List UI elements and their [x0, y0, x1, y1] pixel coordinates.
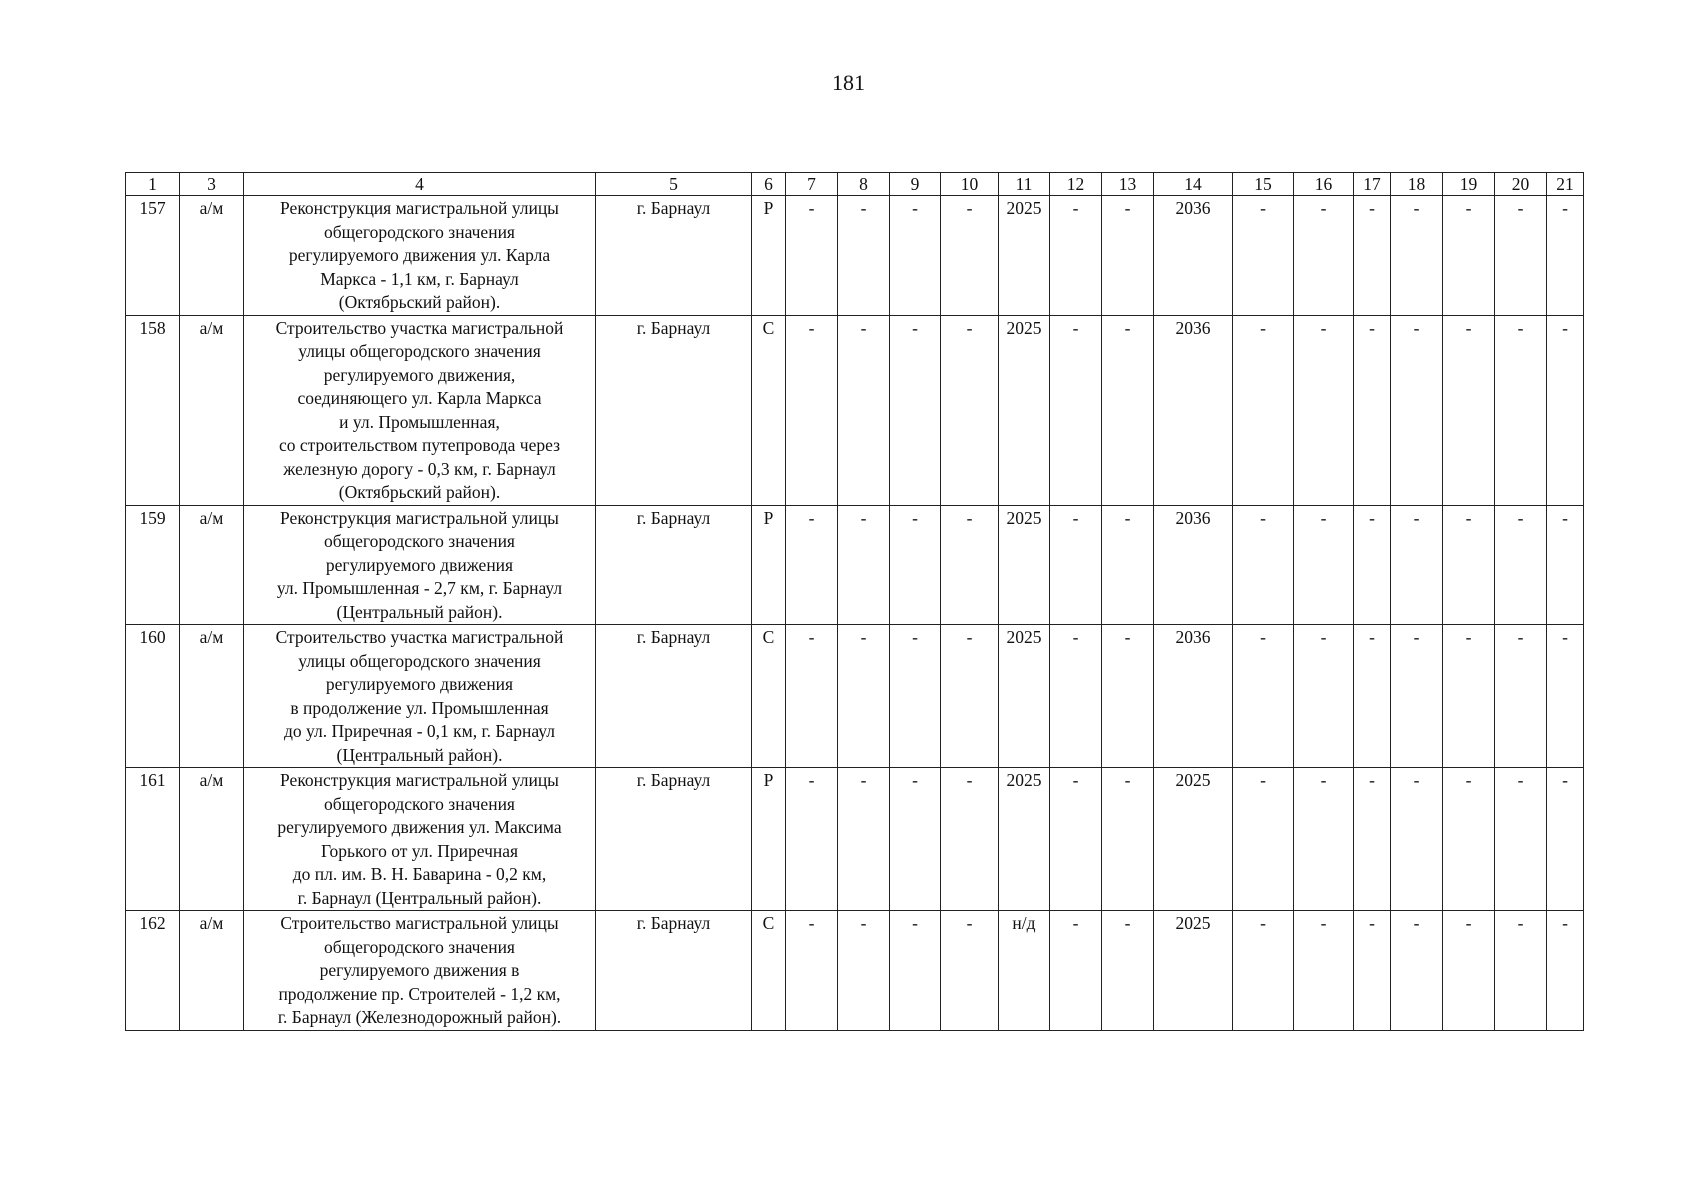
table-cell: -	[1354, 505, 1391, 625]
table-cell: -	[1233, 315, 1294, 505]
table-cell: -	[1443, 505, 1495, 625]
table-cell: г. Барнаул	[596, 196, 752, 316]
table-cell: -	[1294, 768, 1354, 911]
table-cell: -	[941, 911, 999, 1031]
table-cell: 160	[126, 625, 180, 768]
table-cell: -	[941, 196, 999, 316]
table-cell: г. Барнаул	[596, 911, 752, 1031]
table-cell: -	[1495, 505, 1547, 625]
table-cell: -	[838, 505, 890, 625]
table-row	[126, 196, 1584, 316]
data-table	[125, 172, 1584, 1031]
table-cell: 2025	[1154, 768, 1233, 911]
table-cell: -	[1391, 911, 1443, 1031]
table-cell: а/м	[180, 911, 244, 1031]
table-cell: 162	[126, 911, 180, 1031]
column-header: 17	[1354, 173, 1391, 196]
table-cell: -	[1294, 625, 1354, 768]
column-header: 18	[1391, 173, 1443, 196]
table-row	[126, 315, 1584, 505]
table-cell: -	[786, 505, 838, 625]
table-cell: Р	[752, 768, 786, 911]
table-cell: г. Барнаул	[596, 505, 752, 625]
table-cell: -	[1294, 911, 1354, 1031]
table-cell: г. Барнаул	[596, 768, 752, 911]
table-cell: 2036	[1154, 315, 1233, 505]
table-cell: 2025	[999, 196, 1050, 316]
table-cell: Строительство участка магистральной улицы общегородского значения регулируемого движения, соединяющего ул. Карла Маркса и ул. Промышленная, со строительством путепровода через железную дорогу - 0,3 км, г. Барнаул (Октябрьский район).	[244, 315, 596, 505]
column-header: 13	[1102, 173, 1154, 196]
table-cell: -	[1354, 768, 1391, 911]
table-cell: -	[838, 625, 890, 768]
table-cell: 2025	[1154, 911, 1233, 1031]
table-cell: -	[1547, 196, 1584, 316]
table-cell: -	[890, 625, 941, 768]
table-cell: -	[1547, 911, 1584, 1031]
table-cell: -	[1102, 911, 1154, 1031]
table-cell: 159	[126, 505, 180, 625]
table-cell: -	[1391, 625, 1443, 768]
column-header: 14	[1154, 173, 1233, 196]
table-cell: -	[890, 315, 941, 505]
table-cell: С	[752, 315, 786, 505]
table-cell: 2025	[999, 315, 1050, 505]
table-cell: -	[1050, 625, 1102, 768]
header-row	[126, 173, 1584, 196]
table-cell: -	[890, 911, 941, 1031]
column-header: 19	[1443, 173, 1495, 196]
table-cell: -	[1233, 911, 1294, 1031]
table-cell: -	[941, 315, 999, 505]
table-cell: -	[1102, 315, 1154, 505]
table-cell: -	[1102, 505, 1154, 625]
table-cell: -	[1443, 768, 1495, 911]
table-cell: Строительство участка магистральной улицы общегородского значения регулируемого движения в продолжение ул. Промышленная до ул. Приречная - 0,1 км, г. Барнаул (Центральный район).	[244, 625, 596, 768]
table-cell: -	[838, 911, 890, 1031]
table-cell: -	[890, 505, 941, 625]
column-header: 9	[890, 173, 941, 196]
table-cell: 2036	[1154, 505, 1233, 625]
column-header: 4	[244, 173, 596, 196]
table-cell: -	[1354, 315, 1391, 505]
table-cell: а/м	[180, 768, 244, 911]
column-header: 12	[1050, 173, 1102, 196]
table-cell: -	[1102, 625, 1154, 768]
table-cell: а/м	[180, 315, 244, 505]
table-cell: 2036	[1154, 625, 1233, 768]
table-cell: 161	[126, 768, 180, 911]
table-cell: Р	[752, 505, 786, 625]
table-cell: а/м	[180, 625, 244, 768]
table-cell: -	[1102, 768, 1154, 911]
table-cell: -	[1233, 196, 1294, 316]
table-cell: 158	[126, 315, 180, 505]
table-cell: -	[786, 768, 838, 911]
table-cell: -	[1391, 196, 1443, 316]
table-cell: 2025	[999, 768, 1050, 911]
column-header: 11	[999, 173, 1050, 196]
table-cell: -	[786, 625, 838, 768]
table-cell: -	[1547, 768, 1584, 911]
table-row	[126, 768, 1584, 911]
table-cell: Реконструкция магистральной улицы общегородского значения регулируемого движения ул. Промышленная - 2,7 км, г. Барнаул (Центральный район).	[244, 505, 596, 625]
table-cell: -	[1495, 196, 1547, 316]
table-cell: -	[838, 196, 890, 316]
table-cell: -	[941, 768, 999, 911]
table-cell: а/м	[180, 505, 244, 625]
table-cell: -	[1294, 315, 1354, 505]
table-cell: 2025	[999, 625, 1050, 768]
table-cell: -	[1443, 196, 1495, 316]
table-cell: -	[1354, 911, 1391, 1031]
table-cell: -	[1294, 505, 1354, 625]
table-cell: -	[1233, 505, 1294, 625]
table-cell: а/м	[180, 196, 244, 316]
table-cell: -	[1233, 625, 1294, 768]
table-cell: -	[1391, 315, 1443, 505]
table-cell: 2036	[1154, 196, 1233, 316]
table-cell: 157	[126, 196, 180, 316]
table-cell: -	[1443, 625, 1495, 768]
table-cell: г. Барнаул	[596, 315, 752, 505]
table-cell: -	[890, 768, 941, 911]
table-cell: -	[941, 625, 999, 768]
table-cell: -	[1102, 196, 1154, 316]
page-number: 181	[832, 70, 865, 95]
table-cell: -	[1391, 505, 1443, 625]
table-cell: -	[1495, 768, 1547, 911]
table-cell: -	[1294, 196, 1354, 316]
table-cell: -	[838, 768, 890, 911]
column-header: 8	[838, 173, 890, 196]
table-cell: -	[941, 505, 999, 625]
table-cell: -	[786, 315, 838, 505]
column-header: 10	[941, 173, 999, 196]
table-cell: -	[1391, 768, 1443, 911]
table-cell: -	[1050, 315, 1102, 505]
table-cell: -	[1443, 911, 1495, 1031]
table-cell: -	[1547, 625, 1584, 768]
table-cell: -	[1495, 625, 1547, 768]
table-cell: С	[752, 911, 786, 1031]
column-header: 15	[1233, 173, 1294, 196]
table-cell: -	[1050, 196, 1102, 316]
column-header: 16	[1294, 173, 1354, 196]
table-cell: -	[1495, 315, 1547, 505]
table-cell: -	[1050, 911, 1102, 1031]
table-cell: Реконструкция магистральной улицы общегородского значения регулируемого движения ул. Карла Маркса - 1,1 км, г. Барнаул (Октябрьский район).	[244, 196, 596, 316]
table-cell: -	[786, 911, 838, 1031]
table-cell: -	[1547, 315, 1584, 505]
column-header: 1	[126, 173, 180, 196]
table-cell: -	[838, 315, 890, 505]
table-cell: -	[1354, 196, 1391, 316]
table-row	[126, 911, 1584, 1031]
table-cell: -	[1050, 768, 1102, 911]
column-header: 7	[786, 173, 838, 196]
column-header: 3	[180, 173, 244, 196]
table-cell: -	[1233, 768, 1294, 911]
table-cell: -	[890, 196, 941, 316]
table-cell: -	[1495, 911, 1547, 1031]
table-cell: -	[786, 196, 838, 316]
column-header: 5	[596, 173, 752, 196]
table-cell: С	[752, 625, 786, 768]
column-header: 6	[752, 173, 786, 196]
table-cell: Р	[752, 196, 786, 316]
table-cell: Строительство магистральной улицы общегородского значения регулируемого движения в продолжение пр. Строителей - 1,2 км, г. Барнаул (Железнодорожный район).	[244, 911, 596, 1031]
table-cell: -	[1547, 505, 1584, 625]
table-cell: -	[1050, 505, 1102, 625]
table-row	[126, 505, 1584, 625]
table-row	[126, 625, 1584, 768]
table-cell: -	[1354, 625, 1391, 768]
table-cell: Реконструкция магистральной улицы общегородского значения регулируемого движения ул. Максима Горького от ул. Приречная до пл. им. В. Н. Баварина - 0,2 км, г. Барнаул (Центральный район).	[244, 768, 596, 911]
table-cell: 2025	[999, 505, 1050, 625]
table-cell: -	[1443, 315, 1495, 505]
table-cell: н/д	[999, 911, 1050, 1031]
column-header: 20	[1495, 173, 1547, 196]
column-header: 21	[1547, 173, 1584, 196]
table-cell: г. Барнаул	[596, 625, 752, 768]
